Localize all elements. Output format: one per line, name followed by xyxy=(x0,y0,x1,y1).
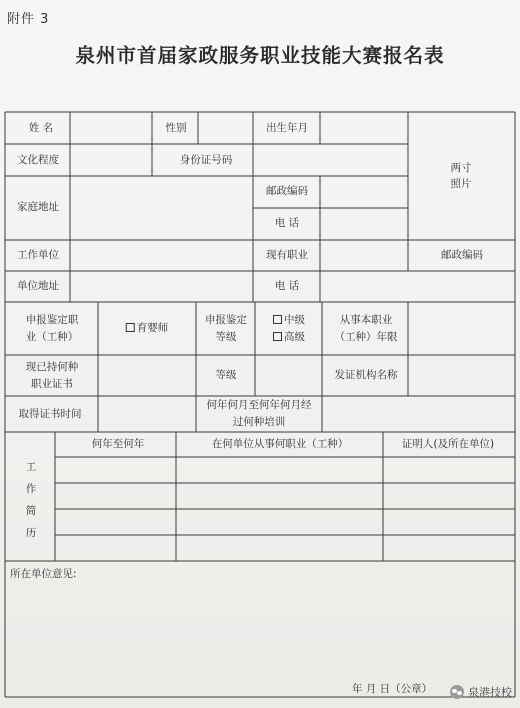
phone-label: 电 话 xyxy=(274,217,300,229)
unit-address-label: 单位地址 xyxy=(17,280,59,292)
declare-level-label-line2: 等级 xyxy=(215,331,237,343)
watermark xyxy=(450,684,512,700)
checkbox-icon[interactable] xyxy=(273,315,282,324)
training-label-line1: 何年何月至何年何月经 xyxy=(206,399,312,411)
resume-side-char: 作 xyxy=(25,483,37,495)
gender-label: 性别 xyxy=(165,122,187,134)
declare-level-label-line1: 申报鉴定 xyxy=(205,314,247,326)
photo-placeholder-line2: 照片 xyxy=(450,178,472,190)
declare-job-label-line1: 申报鉴定职 xyxy=(25,314,79,326)
level-label: 等级 xyxy=(215,369,237,381)
resume-side-char: 工 xyxy=(25,461,37,473)
cert-time-label: 取得证书时间 xyxy=(18,408,82,420)
checkbox-icon[interactable] xyxy=(126,323,135,332)
checkbox-icon[interactable] xyxy=(273,332,282,341)
phone-label-2: 电 话 xyxy=(274,280,300,292)
form-title: 泉州市首届家政服务职业技能大赛报名表 xyxy=(75,44,445,67)
engaged-years-label-line1: 从事本职业 xyxy=(339,314,393,326)
watermark-text: 泉港技校 xyxy=(468,686,512,699)
photo-placeholder-line1: 两寸 xyxy=(450,162,472,174)
engaged-years-label-line2: （工种）年限 xyxy=(334,331,398,343)
resume-header-years: 何年至何年 xyxy=(91,438,145,450)
wechat-icon xyxy=(450,685,464,699)
education-label: 文化程度 xyxy=(17,154,59,166)
issuing-org-label: 发证机构名称 xyxy=(334,369,398,381)
declare-job-label-line2: 业（工种） xyxy=(25,331,79,343)
resume-header-witness: 证明人(及所在单位) xyxy=(401,438,495,450)
declare-job-option-label: 育婴师 xyxy=(136,322,169,334)
name-label: 姓 名 xyxy=(28,122,54,134)
unit-opinion-label: 所在单位意见: xyxy=(10,568,77,580)
declare-job-value xyxy=(126,321,169,335)
postal-code-label: 邮政编码 xyxy=(266,185,308,197)
birth-date-label: 出生年月 xyxy=(266,122,308,134)
level-option-intermediate-label: 中级 xyxy=(284,314,305,326)
date-stamp-line: 年 月 日（公章） xyxy=(352,683,433,695)
resume-side-char: 简 xyxy=(25,505,37,517)
id-number-label: 身份证号码 xyxy=(179,154,233,166)
resume-header-unit: 在何单位从事何职业（工种） xyxy=(211,438,349,450)
resume-side-label xyxy=(24,456,38,544)
level-option-intermediate xyxy=(273,313,305,327)
level-option-advanced xyxy=(273,330,305,344)
held-cert-label-line1: 现已持何种 xyxy=(25,361,79,373)
home-address-label: 家庭地址 xyxy=(17,201,59,213)
current-job-label: 现有职业 xyxy=(266,249,308,261)
resume-side-char: 历 xyxy=(25,527,37,539)
level-option-advanced-label: 高级 xyxy=(284,331,305,343)
held-cert-label-line2: 职业证书 xyxy=(31,378,73,390)
attachment-label: 附件 3 xyxy=(7,12,50,27)
postal-code-label-2: 邮政编码 xyxy=(441,249,483,261)
work-unit-label: 工作单位 xyxy=(17,249,59,261)
training-label-line2: 过何种培训 xyxy=(232,416,286,428)
